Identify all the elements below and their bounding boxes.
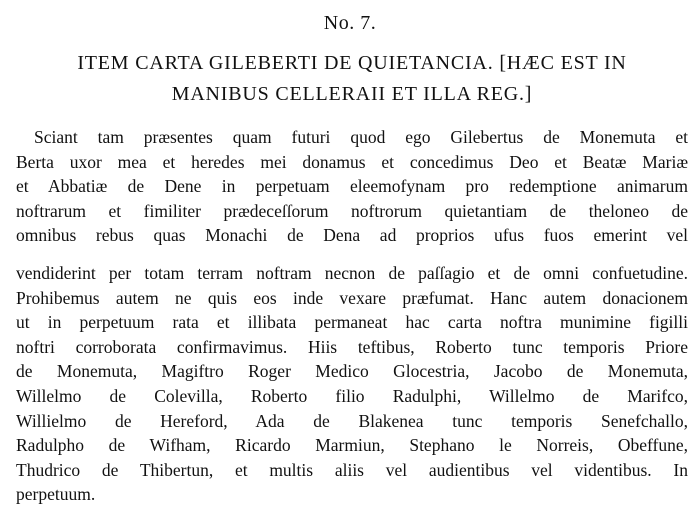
text-line: Willielmo de Hereford, Ada de Blakenea tunc temporis Senefchallo,: [16, 410, 688, 431]
text-line: vendiderint per totam terram noftram necnon de paſſagio et de omni confuetudine.: [16, 263, 688, 283]
text-line: de Monemuta, Magiftro Roger Medico Glocestria, Jacobo de Monemuta,: [16, 361, 688, 382]
text-line: ut in perpetuum rata et illibata permaneat hac carta noftra munimine figilli: [16, 312, 688, 333]
heading-line: MANIBUS CELLERAII ET ILLA REG.]: [171, 83, 533, 105]
paragraph-1: [16, 125, 688, 248]
text-line: noftrarum et fimiliter prædeceſſorum noftrorum quietantiam de theloneo de: [16, 200, 688, 221]
text-line: perpetuum.: [16, 484, 96, 505]
text-line: Radulpho de Wifham, Ricardo Marmiun, Stephano le Norreis, Obeffune,: [16, 435, 688, 456]
text-line: Prohibemus autem ne quis eos inde vexare præfumat. Hanc autem donacionem: [16, 287, 688, 308]
document-number: No. 7.: [323, 12, 377, 34]
text-line: Thudrico de Thibertun, et multis aliis vel audientibus vel videntibus. In: [16, 459, 688, 480]
text-line: et Abbatiæ de Dene in perpetuam eleemofynam pro redemptione animarum: [16, 176, 688, 197]
text-line: noftri corroborata confirmavimus. Hiis teftibus, Roberto tunc temporis Priore: [16, 336, 688, 357]
heading-line: ITEM CARTA GILEBERTI DE QUIETANCIA. [HÆC EST IN: [77, 52, 627, 74]
text-line: omnibus rebus quas Monachi de Dena ad proprios ufus fuos emerint vel: [16, 225, 688, 246]
text-line: Berta uxor mea et heredes mei donamus et concedimus Deo et Beatæ Mariæ: [16, 151, 688, 172]
text-line: Sciant tam præsentes quam futuri quod ego Gilebertus de Monemuta et: [34, 127, 688, 147]
document-heading: [28, 48, 676, 110]
paragraph-2: [16, 261, 688, 507]
text-line: Willelmo de Colevilla, Roberto filio Radulphi, Willelmo de Marifco,: [16, 385, 688, 406]
